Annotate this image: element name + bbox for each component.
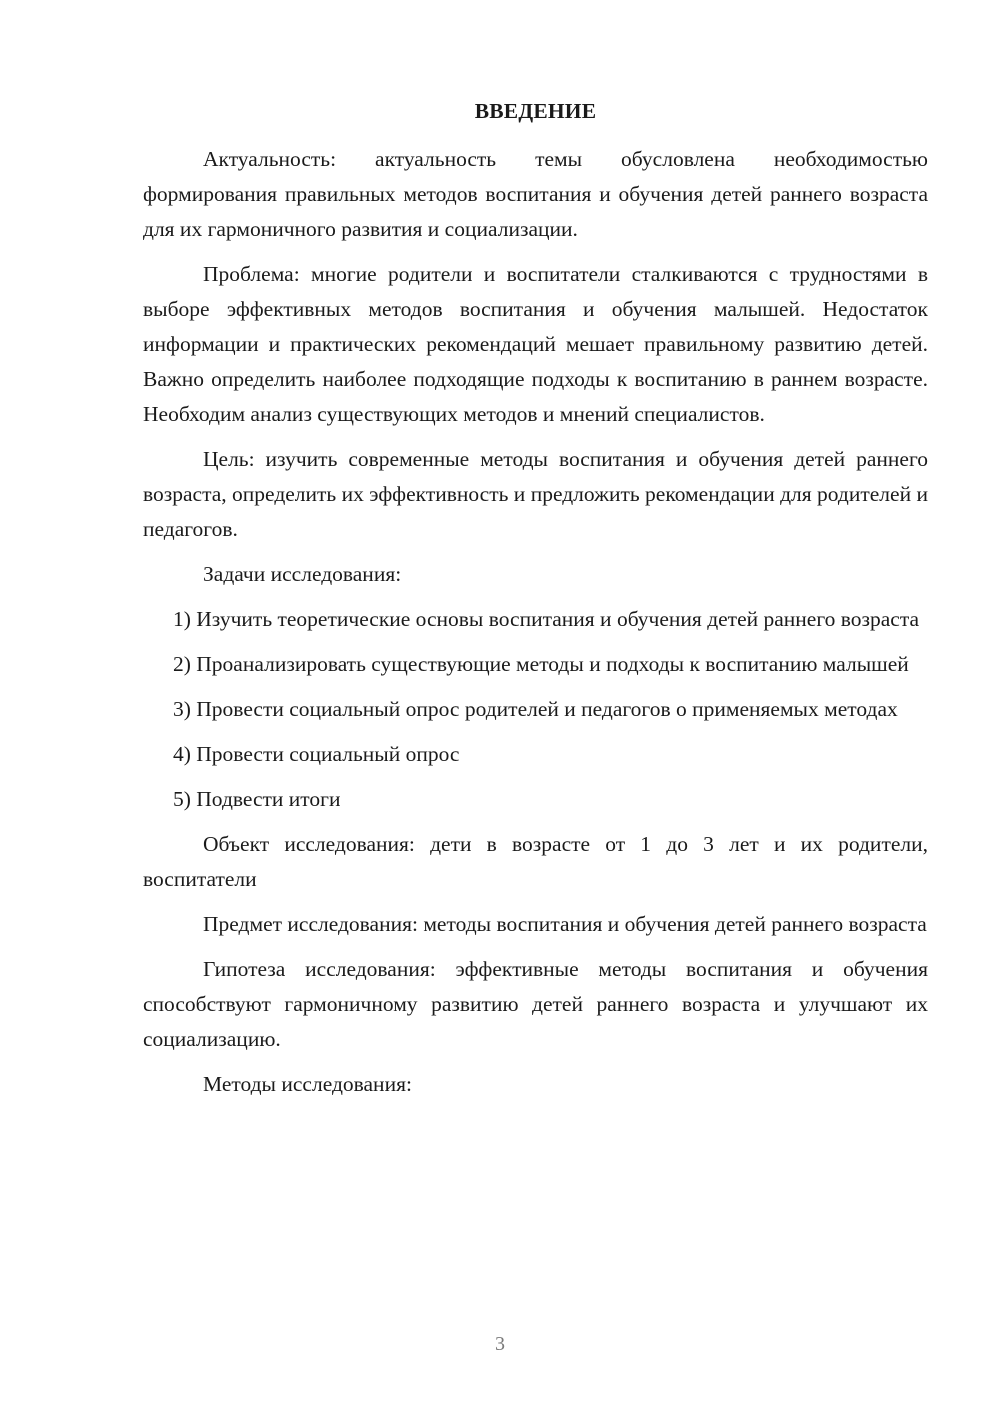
subject-paragraph: Предмет исследования: методы воспитания и обучения детей раннего возраста <box>203 912 927 936</box>
task-item-4: 4) Провести социальный опрос <box>173 742 460 766</box>
document-page <box>143 96 928 1112</box>
hypothesis-paragraph: Гипотеза исследования: эффективные методы воспитания и обучения способствуют гармоничному развитию детей раннего возраста и улучшают их социализацию. <box>143 957 928 1051</box>
task-item-3: 3) Провести социальный опрос родителей и педагогов о применяемых методах <box>173 697 898 721</box>
task-item-5: 5) Подвести итоги <box>173 787 341 811</box>
problem-paragraph: Проблема: многие родители и воспитатели сталкиваются с трудностями в выборе эффективных методов воспитания и обучения малышей. Недостаток информации и практических рекомендаций мешает правильному развитию детей. Важно определить наиболее подходящие подходы к воспитанию в раннем возрасте. Необходим анализ существующих методов и мнений специалистов. <box>143 262 928 426</box>
page-number: 3 <box>495 1333 505 1355</box>
goal-paragraph: Цель: изучить современные методы воспитания и обучения детей раннего возраста, определить их эффективность и предложить рекомендации для родителей и педагогов. <box>143 447 928 541</box>
section-title: ВВЕДЕНИЕ <box>474 99 597 123</box>
relevance-paragraph: Актуальность: актуальность темы обусловлена необходимостью формирования правильных методов воспитания и обучения детей раннего возраста для их гармоничного развития и социализации. <box>143 147 928 241</box>
task-item-2: 2) Проанализировать существующие методы и подходы к воспитанию малышей <box>173 652 909 676</box>
task-item-1: 1) Изучить теоретические основы воспитания и обучения детей раннего возраста <box>173 607 920 631</box>
object-paragraph: Объект исследования: дети в возрасте от 1 до 3 лет и их родители, воспитатели <box>143 832 928 891</box>
tasks-heading: Задачи исследования: <box>203 562 402 586</box>
methods-heading: Методы исследования: <box>203 1072 412 1096</box>
